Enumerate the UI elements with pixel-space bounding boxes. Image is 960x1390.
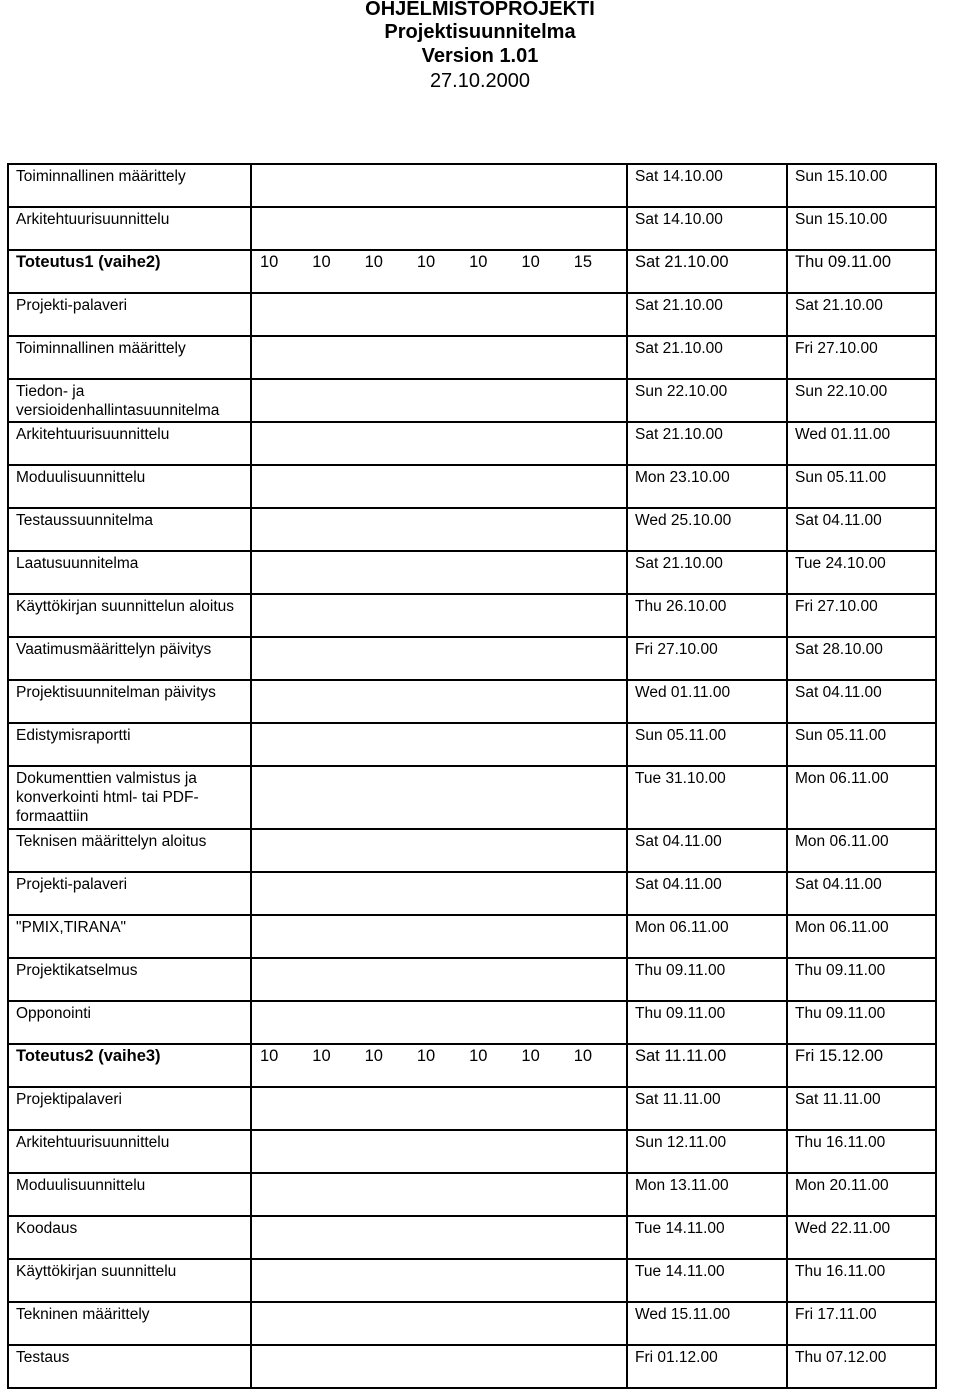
task-row: [8, 915, 936, 958]
hours-cell: [251, 1216, 627, 1259]
task-name: Projektisuunnitelman päivitys: [8, 680, 251, 723]
hours-cell: [251, 1173, 627, 1216]
hours-cell: [251, 872, 627, 915]
task-name: Vaatimusmäärittelyn päivitys: [8, 637, 251, 680]
hours-value: 10: [573, 1047, 593, 1065]
hours-value: 10: [364, 1047, 383, 1065]
task-row: [8, 1216, 936, 1259]
task-name: Testaus: [8, 1345, 251, 1388]
end-date: Tue 24.10.00: [787, 551, 936, 594]
end-date: Sun 05.11.00: [787, 465, 936, 508]
task-name: Toiminnallinen määrittely: [8, 336, 251, 379]
task-name: Arkitehtuurisuunnittelu: [8, 207, 251, 250]
end-date: Sat 21.10.00: [787, 293, 936, 336]
start-date: Mon 06.11.00: [627, 915, 787, 958]
end-date: Fri 17.11.00: [787, 1302, 936, 1345]
start-date: Sat 11.11.00: [627, 1087, 787, 1130]
end-date: Sat 11.11.00: [787, 1087, 936, 1130]
hours-value: 10: [469, 253, 488, 271]
start-date: Sun 12.11.00: [627, 1130, 787, 1173]
start-date: Tue 14.11.00: [627, 1216, 787, 1259]
start-date: Sat 21.10.00: [627, 422, 787, 465]
task-row: [8, 1302, 936, 1345]
end-date: Thu 16.11.00: [787, 1259, 936, 1302]
start-date: Thu 26.10.00: [627, 594, 787, 637]
hours-cell: [251, 465, 627, 508]
end-date: Sat 04.11.00: [787, 872, 936, 915]
start-date: Thu 09.11.00: [627, 958, 787, 1001]
hours-cell: [251, 594, 627, 637]
hours-cell: [251, 1259, 627, 1302]
phase-row: [8, 250, 936, 293]
schedule-table: [7, 163, 937, 1389]
task-name: Opponointi: [8, 1001, 251, 1044]
hours-cell: [251, 1130, 627, 1173]
task-name: Testaussuunnitelma: [8, 508, 251, 551]
phase-row: [8, 1044, 936, 1087]
end-date: Thu 09.11.00: [787, 250, 936, 293]
end-date: Sun 05.11.00: [787, 723, 936, 766]
start-date: Sat 11.11.00: [627, 1044, 787, 1087]
document-header: [0, 0, 960, 94]
hours-cell: [251, 1001, 627, 1044]
start-date: Tue 14.11.00: [627, 1259, 787, 1302]
hours-value: 10: [312, 1047, 331, 1065]
start-date: Sat 04.11.00: [627, 829, 787, 872]
start-date: Fri 27.10.00: [627, 637, 787, 680]
start-date: Sun 22.10.00: [627, 379, 787, 422]
end-date: Mon 06.11.00: [787, 915, 936, 958]
hours-value: 10: [260, 1047, 279, 1065]
hours-cell: [251, 293, 627, 336]
task-row: [8, 551, 936, 594]
task-row: [8, 1345, 936, 1388]
hours-cell: [251, 164, 627, 207]
task-name: "PMIX,TIRANA": [8, 915, 251, 958]
start-date: Sat 21.10.00: [627, 250, 787, 293]
hours-value: 10: [469, 1047, 488, 1065]
hours-value: 10: [312, 253, 331, 271]
task-name: Edistymisraportti: [8, 723, 251, 766]
hours-value: 15: [573, 253, 593, 271]
task-name: Projekti-palaveri: [8, 872, 251, 915]
start-date: Wed 25.10.00: [627, 508, 787, 551]
hours-value: 10: [521, 1047, 540, 1065]
start-date: Mon 23.10.00: [627, 465, 787, 508]
hours-cell: [251, 958, 627, 1001]
end-date: Fri 27.10.00: [787, 594, 936, 637]
end-date: Fri 15.12.00: [787, 1044, 936, 1087]
hours-cell: [251, 207, 627, 250]
hours-cell: [251, 1302, 627, 1345]
task-name: Moduulisuunnittelu: [8, 1173, 251, 1216]
task-row: [8, 680, 936, 723]
start-date: Sat 14.10.00: [627, 207, 787, 250]
end-date: Fri 27.10.00: [787, 336, 936, 379]
hours-cell: [251, 1345, 627, 1388]
task-row: [8, 508, 936, 551]
end-date: Wed 22.11.00: [787, 1216, 936, 1259]
hours-cell: [251, 829, 627, 872]
task-name: Teknisen määrittelyn aloitus: [8, 829, 251, 872]
start-date: Fri 01.12.00: [627, 1345, 787, 1388]
end-date: Sat 28.10.00: [787, 637, 936, 680]
hours-cell: [251, 766, 627, 829]
hours-value: 10: [416, 1047, 436, 1065]
task-row: [8, 1087, 936, 1130]
hours-cell: [251, 637, 627, 680]
task-name: Tiedon- ja versioidenhallintasuunnitelma: [8, 379, 251, 422]
hours-cell: [251, 1087, 627, 1130]
project-type-title: OHJELMISTOPROJEKTI: [365, 0, 595, 20]
hours-cell: [251, 422, 627, 465]
start-date: Sat 14.10.00: [627, 164, 787, 207]
task-name: Toteutus2 (vaihe3): [8, 1044, 251, 1087]
start-date: Sat 21.10.00: [627, 551, 787, 594]
start-date: Thu 09.11.00: [627, 1001, 787, 1044]
end-date: Sun 15.10.00: [787, 164, 936, 207]
end-date: Mon 06.11.00: [787, 829, 936, 872]
task-name: Laatusuunnitelma: [8, 551, 251, 594]
document-version: Version 1.01: [421, 45, 539, 67]
end-date: Sun 15.10.00: [787, 207, 936, 250]
hours-value: 10: [521, 253, 540, 271]
hours-cell: [251, 250, 627, 293]
start-date: Sat 21.10.00: [627, 293, 787, 336]
end-date: Sun 22.10.00: [787, 379, 936, 422]
task-row: [8, 293, 936, 336]
task-name: Käyttökirjan suunnittelu: [8, 1259, 251, 1302]
task-row: [8, 829, 936, 872]
task-row: [8, 207, 936, 250]
task-row: [8, 164, 936, 207]
task-row: [8, 1130, 936, 1173]
hours-cell: [251, 379, 627, 422]
schedule-table-body: [8, 164, 936, 1388]
start-date: Sat 04.11.00: [627, 872, 787, 915]
start-date: Wed 01.11.00: [627, 680, 787, 723]
task-row: [8, 594, 936, 637]
task-row: [8, 379, 936, 422]
task-row: [8, 1173, 936, 1216]
hours-value: 10: [364, 253, 383, 271]
end-date: Mon 20.11.00: [787, 1173, 936, 1216]
task-name: Projektikatselmus: [8, 958, 251, 1001]
hours-cell: [251, 551, 627, 594]
hours-cell: [251, 336, 627, 379]
hours-cell: [251, 508, 627, 551]
task-row: [8, 958, 936, 1001]
task-name: Dokumenttien valmistus ja konverkointi html- tai PDF-formaattiin: [8, 766, 251, 829]
start-date: Wed 15.11.00: [627, 1302, 787, 1345]
document-date: 27.10.2000: [429, 70, 531, 92]
start-date: Sun 05.11.00: [627, 723, 787, 766]
task-name: Projekti-palaveri: [8, 293, 251, 336]
start-date: Mon 13.11.00: [627, 1173, 787, 1216]
task-name: Käyttökirjan suunnittelun aloitus: [8, 594, 251, 637]
hours-cell: [251, 1044, 627, 1087]
end-date: Wed 01.11.00: [787, 422, 936, 465]
start-date: Tue 31.10.00: [627, 766, 787, 829]
hours-cell: [251, 680, 627, 723]
document-title: Projektisuunnitelma: [384, 21, 576, 43]
task-row: [8, 872, 936, 915]
task-name: Projektipalaveri: [8, 1087, 251, 1130]
task-name: Arkitehtuurisuunnittelu: [8, 422, 251, 465]
hours-cell: [251, 915, 627, 958]
task-name: Tekninen määrittely: [8, 1302, 251, 1345]
end-date: Thu 16.11.00: [787, 1130, 936, 1173]
task-row: [8, 766, 936, 829]
end-date: Thu 07.12.00: [787, 1345, 936, 1388]
task-row: [8, 723, 936, 766]
task-name: Toteutus1 (vaihe2): [8, 250, 251, 293]
task-name: Toiminnallinen määrittely: [8, 164, 251, 207]
end-date: Sat 04.11.00: [787, 680, 936, 723]
task-name: Koodaus: [8, 1216, 251, 1259]
task-row: [8, 336, 936, 379]
hours-value: 10: [260, 253, 279, 271]
task-row: [8, 1001, 936, 1044]
end-date: Thu 09.11.00: [787, 958, 936, 1001]
task-name: Moduulisuunnittelu: [8, 465, 251, 508]
hours-value: 10: [416, 253, 436, 271]
hours-cell: [251, 723, 627, 766]
task-name: Arkitehtuurisuunnittelu: [8, 1130, 251, 1173]
end-date: Thu 09.11.00: [787, 1001, 936, 1044]
task-row: [8, 465, 936, 508]
task-row: [8, 1259, 936, 1302]
start-date: Sat 21.10.00: [627, 336, 787, 379]
task-row: [8, 637, 936, 680]
end-date: Mon 06.11.00: [787, 766, 936, 829]
end-date: Sat 04.11.00: [787, 508, 936, 551]
task-row: [8, 422, 936, 465]
